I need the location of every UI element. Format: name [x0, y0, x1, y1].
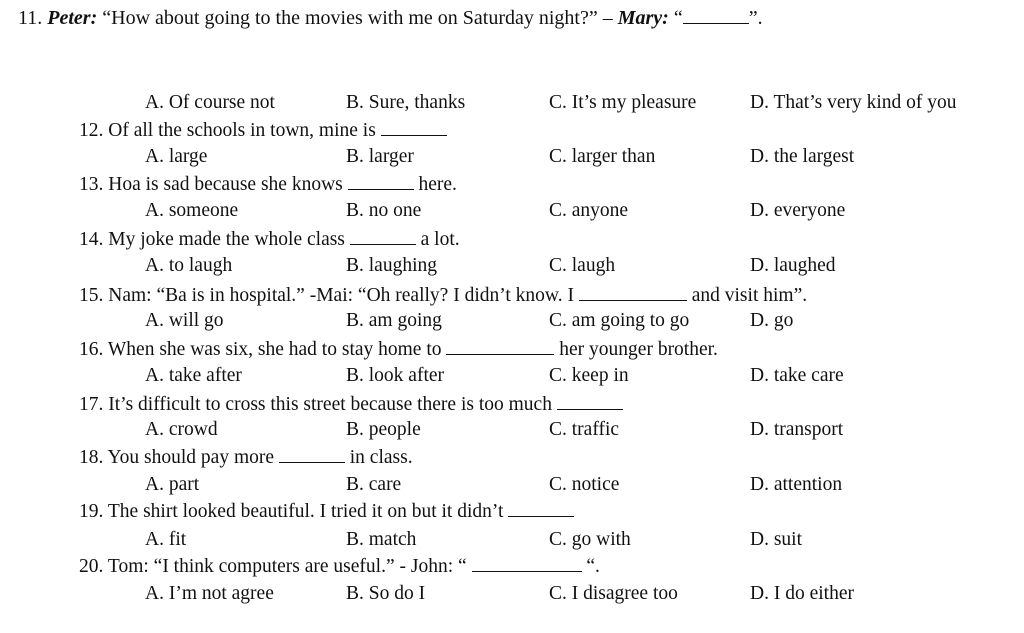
q20-option-b: B. So do I: [346, 583, 426, 604]
answer-blank: [279, 445, 345, 463]
q15-option-c: C. am going to go: [549, 310, 690, 331]
q11-option-d: D. That’s very kind of you: [750, 92, 957, 113]
question-12-text: 12. Of all the schools in town, mine is: [79, 120, 376, 141]
question-13-text: 13. Hoa is sad because she knows: [79, 174, 343, 195]
q13-option-c: C. anyone: [549, 200, 629, 221]
q12-option-c: C. larger than: [549, 146, 656, 167]
question-11-stem: [18, 6, 763, 30]
answer-blank: [350, 227, 416, 245]
question-16-stem: [79, 337, 718, 362]
question-14-text: 14. My joke made the whole class: [79, 229, 345, 250]
question-11-number: 11.: [18, 7, 43, 29]
answer-blank: [381, 118, 447, 136]
q17-option-c: C. traffic: [549, 419, 620, 440]
answer-blank: [508, 499, 574, 517]
q20-option-d: D. I do either: [750, 583, 854, 604]
q12-option-a: A. large: [145, 146, 208, 167]
question-12-stem: [79, 118, 447, 143]
q17-option-b: B. people: [346, 419, 421, 440]
q18-option-d: D. attention: [750, 474, 843, 495]
speaker-peter: Peter:: [47, 7, 98, 29]
question-18-text: 18. You should pay more: [79, 447, 275, 468]
q13-option-a: A. someone: [145, 200, 239, 221]
answer-blank: [472, 554, 582, 572]
question-11-quote: “How about going to the movies with me on Saturday night?” –: [102, 7, 613, 29]
q19-option-a: A. fit: [145, 529, 187, 550]
q12-option-d: D. the largest: [750, 146, 855, 167]
q13-option-d: D. everyone: [750, 200, 846, 221]
q20-option-c: C. I disagree too: [549, 583, 678, 604]
question-17-stem: [79, 392, 623, 417]
q18-option-c: C. notice: [549, 474, 620, 495]
q14-option-c: C. laugh: [549, 255, 616, 276]
question-14-stem: [79, 227, 460, 252]
question-11-close-quote: ”.: [748, 7, 763, 29]
question-15-stem: [79, 283, 807, 308]
question-15-after: and visit him”.: [691, 285, 808, 306]
question-20-stem: [79, 554, 600, 579]
q12-option-b: B. larger: [346, 146, 414, 167]
answer-blank: [348, 172, 414, 190]
q18-option-b: B. care: [346, 474, 402, 495]
q19-option-b: B. match: [346, 529, 417, 550]
answer-blank: [579, 283, 687, 301]
q19-option-c: C. go with: [549, 529, 631, 550]
question-18-after: in class.: [349, 447, 413, 468]
question-14-after: a lot.: [420, 229, 460, 250]
question-16-after: her younger brother.: [559, 339, 718, 360]
question-20-text: 20. Tom: “I think computers are useful.” - John: “: [79, 556, 467, 577]
q14-option-b: B. laughing: [346, 255, 437, 276]
speaker-mary: Mary:: [617, 7, 669, 29]
q11-option-b: B. Sure, thanks: [346, 92, 466, 113]
q15-option-a: A. will go: [145, 310, 224, 331]
question-13-stem: [79, 172, 457, 197]
q19-option-d: D. suit: [750, 529, 803, 550]
q20-option-a: A. I’m not agree: [145, 583, 274, 604]
q14-option-a: A. to laugh: [145, 255, 233, 276]
q11-option-a: A. Of course not: [145, 92, 275, 113]
q11-option-c: C. It’s my pleasure: [549, 92, 697, 113]
q15-option-b: B. am going: [346, 310, 442, 331]
question-20-after: “.: [586, 556, 600, 577]
answer-blank: [683, 6, 749, 24]
question-18-stem: [79, 445, 413, 470]
q16-option-b: B. look after: [346, 365, 445, 386]
question-17-text: 17. It’s difficult to cross this street because there is too much: [79, 394, 552, 415]
q14-option-d: D. laughed: [750, 255, 836, 276]
q17-option-d: D. transport: [750, 419, 844, 440]
q16-option-a: A. take after: [145, 365, 242, 386]
q16-option-c: C. keep in: [549, 365, 629, 386]
question-19-stem: [79, 499, 574, 524]
question-11-open-quote: “: [673, 7, 683, 29]
q15-option-d: D. go: [750, 310, 794, 331]
question-13-after: here.: [418, 174, 457, 195]
q13-option-b: B. no one: [346, 200, 422, 221]
q17-option-a: A. crowd: [145, 419, 218, 440]
q18-option-a: A. part: [145, 474, 200, 495]
question-19-text: 19. The shirt looked beautiful. I tried it on but it didn’t: [79, 501, 504, 522]
question-15-text: 15. Nam: “Ba is in hospital.” -Mai: “Oh really? I didn’t know. I: [79, 285, 574, 306]
answer-blank: [446, 337, 554, 355]
answer-blank: [557, 392, 623, 410]
q16-option-d: D. take care: [750, 365, 844, 386]
question-16-text: 16. When she was six, she had to stay home to: [79, 339, 442, 360]
